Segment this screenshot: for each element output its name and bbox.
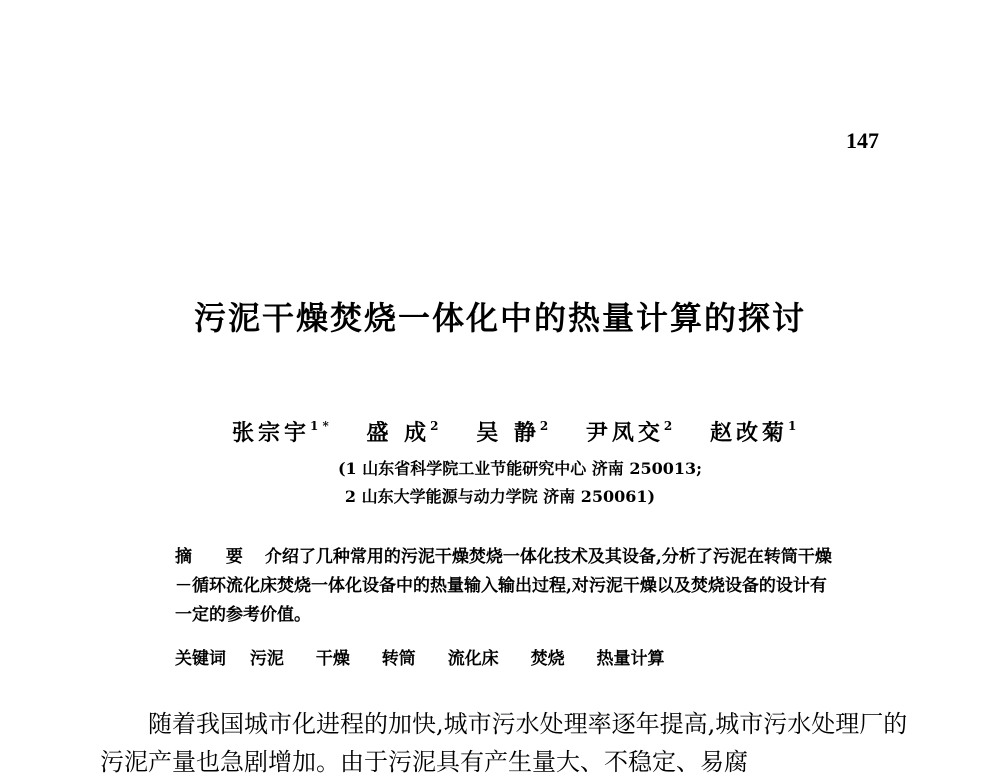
author-affiliation-mark: 1 * xyxy=(310,419,329,433)
affiliation-line: 2 山东大学能源与动力学院 济南 250061) xyxy=(344,487,656,506)
page-number: 147 xyxy=(846,128,879,153)
author-affiliation-mark: 2 xyxy=(430,419,439,433)
author xyxy=(586,420,672,446)
body-paragraph: 随着我国城市化进程的加快,城市污水处理率逐年提高,城市污水处理厂的污泥产量也急剧增加。由于污泥具有产生量大、不稳定、易腐 xyxy=(100,710,908,776)
author-name: 尹凤交 xyxy=(585,420,664,446)
abstract-label: 摘 要 xyxy=(175,547,257,567)
author-name: 盛 成 xyxy=(366,420,431,446)
keyword: 转筒 xyxy=(381,649,416,669)
abstract-text: 介绍了几种常用的污泥干燥焚烧一体化技术及其设备,分析了污泥在转筒干燥－循环流化床焚烧一体化设备中的热量输入输出过程,对污泥干燥以及焚烧设备的设计有一定的参考价值。 xyxy=(175,547,832,625)
author-affiliation-mark: 2 xyxy=(663,419,673,433)
author xyxy=(367,420,439,446)
author-name: 赵改菊 xyxy=(709,420,788,446)
author-affiliation-mark: 1 xyxy=(787,419,797,433)
author xyxy=(232,420,329,446)
keywords-label: 关键词 xyxy=(175,649,226,669)
abstract xyxy=(175,543,835,630)
author-affiliation-mark: 2 xyxy=(539,419,549,433)
paper-title: 污泥干燥焚烧一体化中的热量计算的探讨 xyxy=(193,299,806,337)
author-list xyxy=(232,416,826,447)
affiliation-line: (1 山东省科学院工业节能研究中心 济南 250013; xyxy=(337,459,703,478)
author xyxy=(710,420,796,446)
keywords xyxy=(175,644,691,669)
keyword: 干燥 xyxy=(315,649,350,669)
keyword: 污泥 xyxy=(249,649,284,669)
keyword: 热量计算 xyxy=(596,649,665,669)
author-name: 吴 静 xyxy=(476,420,540,446)
author-name: 张宗宇 xyxy=(232,420,311,446)
keyword: 流化床 xyxy=(447,649,499,669)
author xyxy=(476,420,548,446)
keyword: 焚烧 xyxy=(530,649,565,669)
